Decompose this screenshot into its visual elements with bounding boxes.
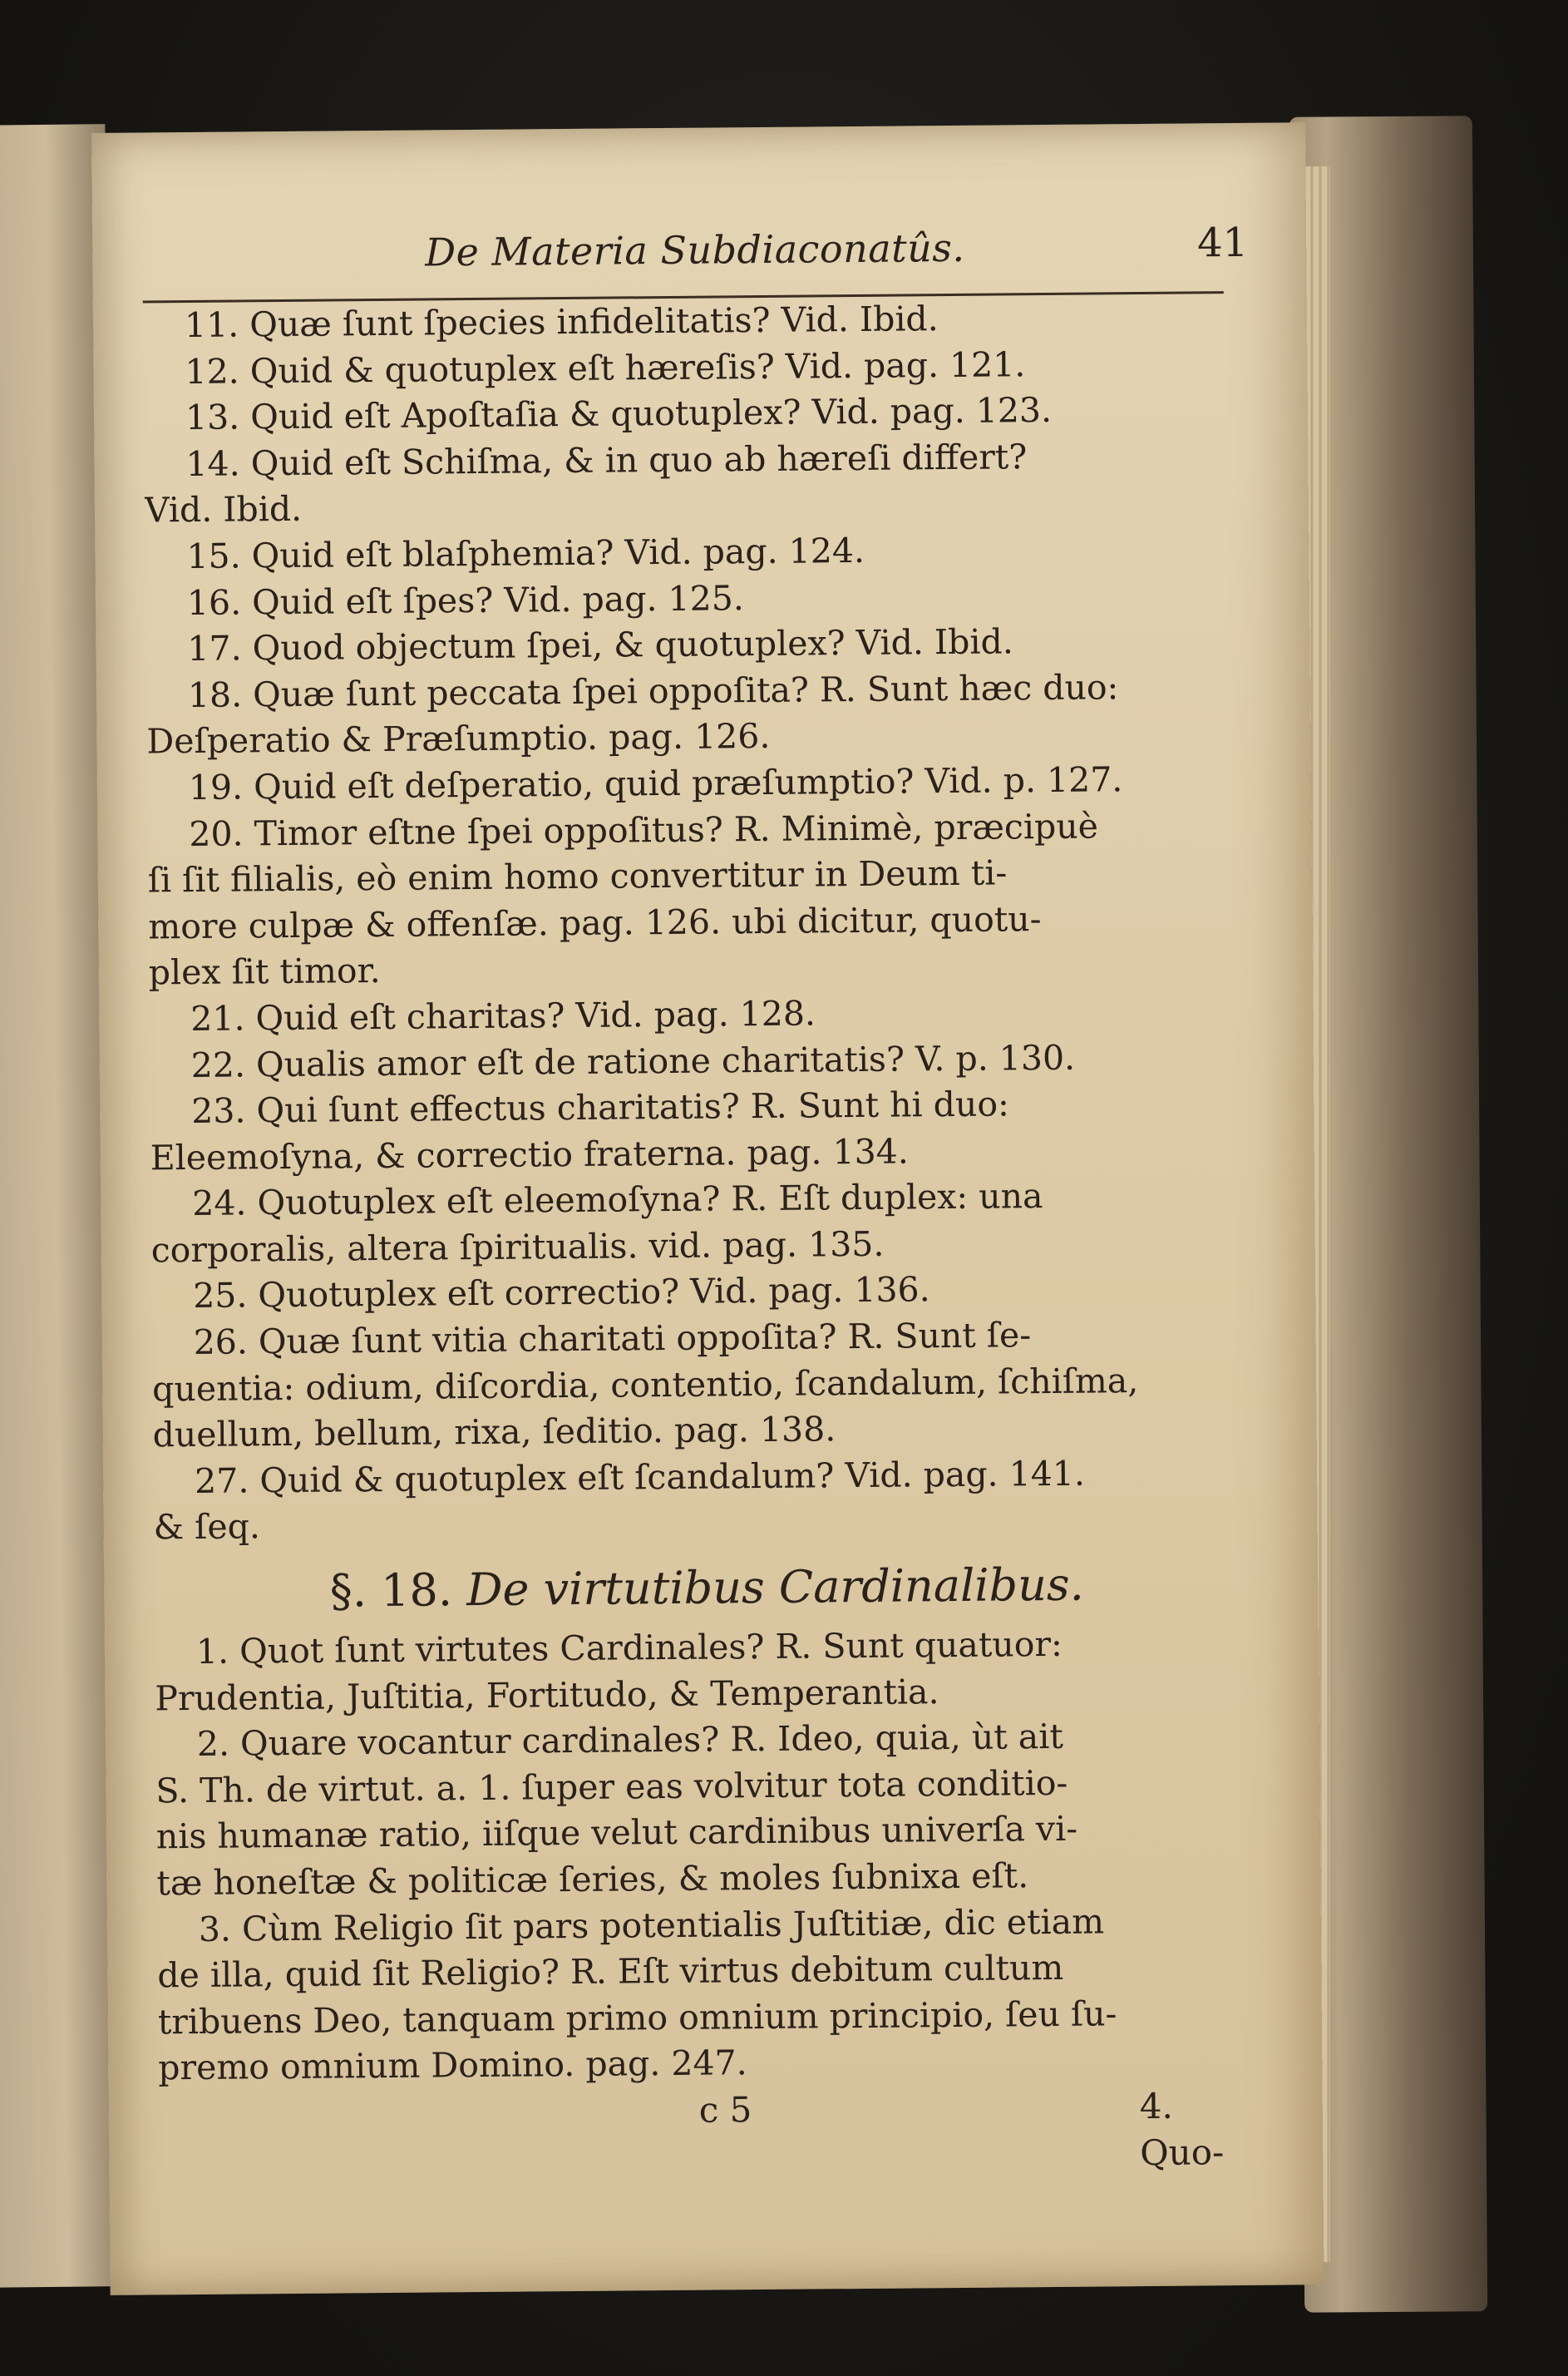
text-line: Vid. Ibid. xyxy=(144,489,303,531)
text-line: 26. Quæ ſunt vitia charitati oppoſita? R. Sunt ſe- xyxy=(193,1315,1032,1363)
left-page-fragment xyxy=(0,1278,1,1312)
text-line: 15. Quid eſt blaſphemia? Vid. pag. 124. xyxy=(186,530,865,576)
text-line: 22. Qualis amor eſt de ratione charitatis? V. p. 130. xyxy=(190,1037,1076,1085)
text-line: 2. Quare vocantur cardinales? R. Ideo, quia, ùt ait xyxy=(196,1717,1064,1765)
page-footer xyxy=(159,2082,1265,2174)
text-line: Eleemoſyna, & correctio fraterna. pag. 134. xyxy=(150,1131,909,1178)
text-line: 23. Qui ſunt effectus charitatis? R. Sunt hi duo: xyxy=(191,1084,1010,1132)
text-line: 21. Quid eſt charitas? Vid. pag. 128. xyxy=(190,993,816,1039)
text-line: 3. Cùm Religio ſit pars potentialis Juſtitiæ, dic etiam xyxy=(198,1901,1105,1949)
text-line: 27. Quid & quotuplex eſt ſcandalum? Vid. pag. 141. xyxy=(194,1453,1086,1501)
text-line: more culpæ & offenſæ. pag. 126. ubi dicitur, quotu- xyxy=(148,898,1042,947)
text-line: corporalis, altera ſpiritualis. vid. pag. 135. xyxy=(150,1223,885,1271)
text-line: 11. Quæ ſunt ſpecies infidelitatis? Vid. Ibid. xyxy=(184,299,939,346)
text-line: 24. Quotuplex eſt eleemoſyna? R. Eſt duplex: una xyxy=(192,1176,1043,1224)
text-line: Deſperatio & Præſumptio. pag. 126. xyxy=(146,716,771,762)
text-block xyxy=(142,219,1265,2174)
text-line: & ſeq. xyxy=(153,1506,261,1548)
text-line: ſi ſit filialis, eò enim homo convertitur in Deum ti- xyxy=(147,852,1008,901)
question-list xyxy=(143,294,1260,1552)
text-line: tribuens Deo, tanquam primo omnium principio, ſeu ſu- xyxy=(157,1993,1117,2043)
text-line: premo omnium Domino. pag. 247. xyxy=(158,2043,747,2088)
text-line: S. Th. de virtut. a. 1. ſuper eas volvitur tota conditio- xyxy=(155,1762,1068,1811)
text-line: 17. Quod objectum ſpei, & quotuplex? Vid. Ibid. xyxy=(187,621,1013,669)
text-line: plex ſit timor. xyxy=(148,951,381,993)
text-line: Prudentia, Juſtitia, Fortitudo, & Temperantia. xyxy=(155,1671,939,1719)
text-line: 18. Quæ ſunt peccata ſpei oppoſita? R. Sunt hæc duo: xyxy=(187,666,1119,715)
text-line: 20. Timor eſtne ſpei oppoſitus? R. Minimè, præcipuè xyxy=(189,805,1099,854)
text-line: de illa, quid ſit Religio? R. Eſt virtus debitum cultum xyxy=(157,1948,1064,1996)
page-number: 41 xyxy=(1196,219,1249,267)
catchword: 4. Quo- xyxy=(1139,2085,1225,2174)
text-line: tæ honeſtæ & politicæ ſeries, & moles ſubnixa eſt. xyxy=(156,1855,1029,1904)
running-head: De Materia Subdiaconatûs. xyxy=(425,225,965,275)
text-line: duellum, bellum, rixa, ſeditio. pag. 138. xyxy=(152,1409,836,1455)
text-line: 1. Quot ſunt virtutes Cardinales? R. Sunt quatuor: xyxy=(195,1623,1063,1672)
text-line: nis humanæ ratio, iiſque velut cardinibus univerſa vi- xyxy=(155,1809,1078,1857)
section-number: §. 18. xyxy=(329,1563,453,1618)
section-heading xyxy=(154,1550,1260,1627)
section-question-list xyxy=(155,1620,1265,2092)
text-line: 12. Quid & quotuplex eſt hæreſis? Vid. pag. 121. xyxy=(185,343,1026,392)
text-line: 16. Quid eſt ſpes? Vid. pag. 125. xyxy=(186,577,745,623)
signature-mark: c 5 xyxy=(698,2089,752,2131)
section-title: De virtutibus Cardinalibus. xyxy=(466,1558,1085,1617)
text-line: quentia: odium, diſcordia, contentio, ſcandalum, ſchiſma, xyxy=(151,1360,1139,1410)
text-line: 25. Quotuplex eſt correctio? Vid. pag. 136. xyxy=(192,1269,930,1316)
text-line: 19. Quid eſt deſperatio, quid præſumptio? Vid. p. 127. xyxy=(188,759,1123,808)
page-header xyxy=(142,219,1249,291)
text-line: 14. Quid eſt Schiſma, & in quo ab hæreſi differt? xyxy=(185,436,1028,484)
book-page xyxy=(91,122,1324,2295)
text-line: 13. Quid eſt Apoſtaſia & quotuplex? Vid. pag. 123. xyxy=(185,390,1053,438)
